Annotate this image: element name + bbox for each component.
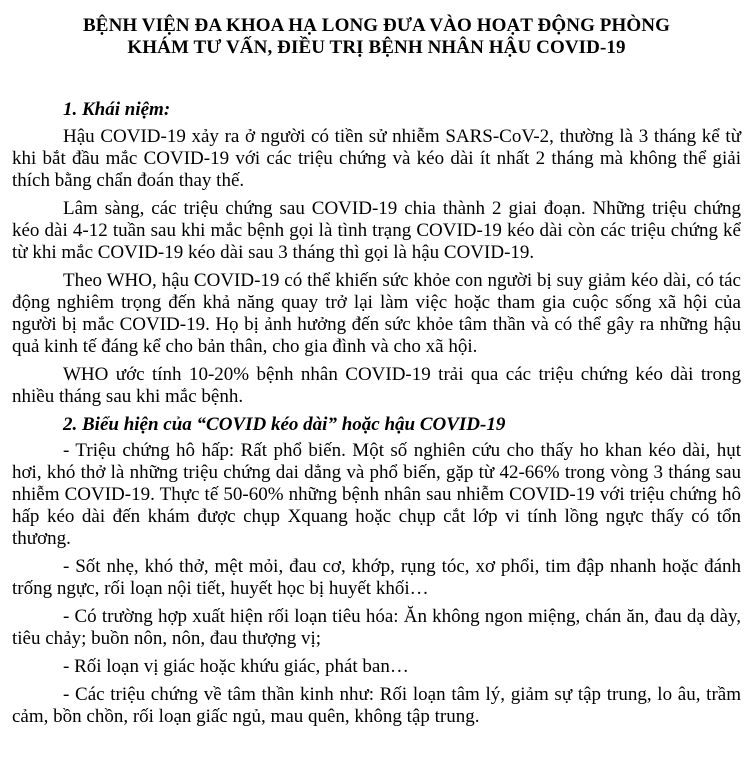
section-1-paragraph: Theo WHO, hậu COVID-19 có thể khiến sức khỏe con người bị suy giảm kéo dài, có tác động nghiêm trọng đến khả năng quay trở lại làm việc hoặc tham gia cuộc sống xã hội của người bị mắc COVID-19. Họ bị ảnh hưởng đến sức khỏe tâm thần và có thể gây ra những hậu quả kinh tế đáng kể cho bản thân, cho gia đình và cho xã hội. (12, 270, 741, 357)
symptom-paragraph-digestive: - Có trường hợp xuất hiện rối loạn tiêu hóa: Ăn không ngon miệng, chán ăn, đau dạ dày, tiêu chảy; buồn nôn, nôn, đau thượng vị; (12, 606, 741, 649)
section-2-heading: 2. Biểu hiện của “COVID kéo dài” hoặc hậu COVID-19 (63, 414, 506, 435)
section-1-heading: 1. Khái niệm: (63, 99, 171, 120)
section-1-paragraph: Lâm sàng, các triệu chứng sau COVID-19 chia thành 2 giai đoạn. Những triệu chứng kéo dài 4-12 tuần sau khi mắc bệnh gọi là tình trạng COVID-19 kéo dài còn các triệu chứng kể từ khi mắc COVID-19 kéo dài sau 3 tháng thì gọi là hậu COVID-19. (12, 198, 741, 263)
title-line-1: BỆNH VIỆN ĐA KHOA HẠ LONG ĐƯA VÀO HOẠT ĐỘNG PHÒNG (83, 15, 670, 36)
symptom-paragraph-taste-smell: - Rối loạn vị giác hoặc khứu giác, phát ban… (63, 656, 409, 677)
symptom-paragraph-neuropsychiatric: - Các triệu chứng về tâm thần kinh như: Rối loạn tâm lý, giảm sự tập trung, lo âu, trầm cảm, bồn chồn, rối loạn giấc ngủ, mau quên, không tập trung. (12, 684, 741, 727)
symptom-paragraph-respiratory: - Triệu chứng hô hấp: Rất phổ biến. Một số nghiên cứu cho thấy ho khan kéo dài, hụt hơi, khó thở là những triệu chứng dai dẳng và phổ biến, gặp từ 42-66% trong vòng 3 tháng sau nhiễm COVID-19. Thực tế 50-60% những bệnh nhân sau nhiễm COVID-19 với triệu chứng hô hấp kéo dài đến khám được chụp Xquang hoặc chụp cắt lớp vi tính lồng ngực thấy có tổn thương. (12, 440, 741, 549)
document-title (12, 15, 741, 59)
section-1-paragraph: WHO ước tính 10-20% bệnh nhân COVID-19 trải qua các triệu chứng kéo dài trong nhiều tháng sau khi mắc bệnh. (12, 364, 741, 407)
section-1-paragraph: Hậu COVID-19 xảy ra ở người có tiền sử nhiễm SARS-CoV-2, thường là 3 tháng kể từ khi bắt đầu mắc COVID-19 với các triệu chứng và kéo dài ít nhất 2 tháng mà không thể giải thích bằng chẩn đoán thay thế. (12, 126, 741, 191)
title-line-2: KHÁM TƯ VẤN, ĐIỀU TRỊ BỆNH NHÂN HẬU COVID-19 (127, 37, 626, 58)
symptom-paragraph-general: - Sốt nhẹ, khó thở, mệt mỏi, đau cơ, khớp, rụng tóc, xơ phổi, tim đập nhanh hoặc đánh trống ngực, rối loạn nội tiết, huyết học bị huyết khối… (12, 556, 741, 599)
